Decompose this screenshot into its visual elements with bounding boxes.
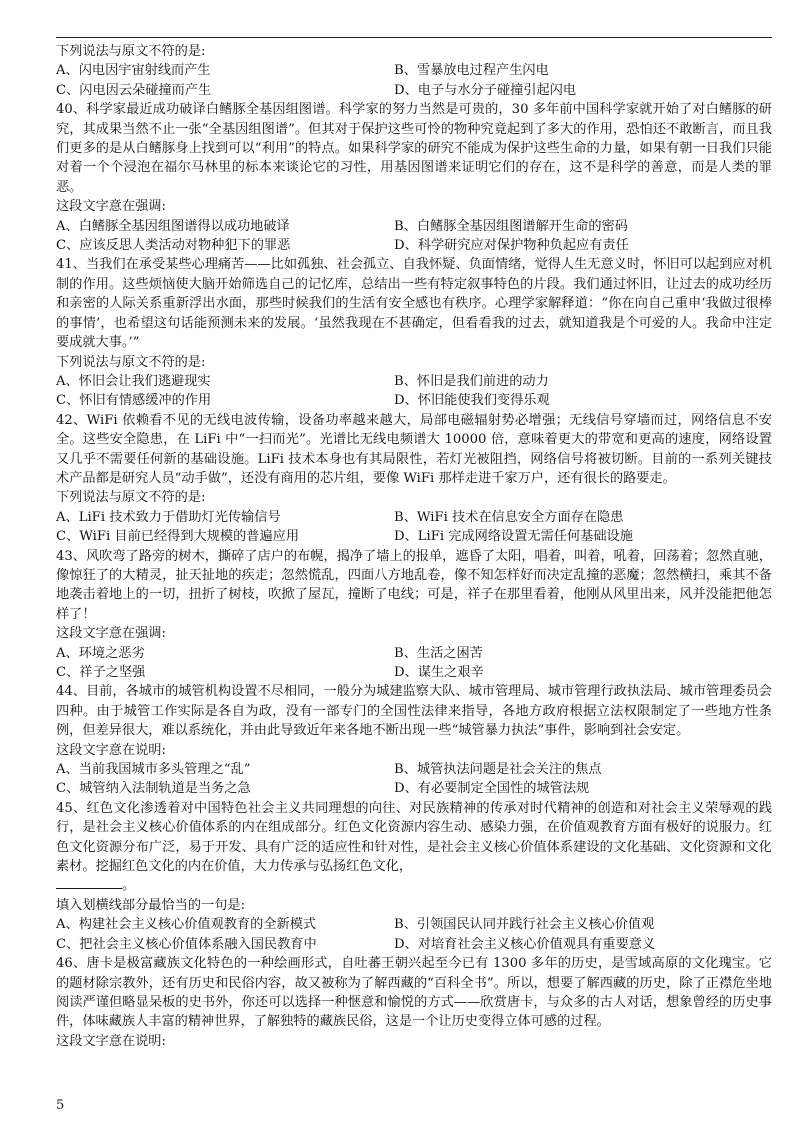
option-b: B、引领国民认同并践行社会主义核心价值观 xyxy=(394,917,655,933)
option-c: C、应该反思人类活动对物种犯下的罪恶 xyxy=(56,238,291,254)
question-45-passage: 45、红色文化渗透着对中国特色社会主义共同理想的向往、对民族精神的传承对时代精神的创造和对社会主义荣辱观的践行，是社会主义核心价值体系的内在组成部分。红色文化资源内容生动、感染力强，在价值观教育方面有极好的说服力。红色文化资源分布广泛，易于开发、具有广泛的适应性和针对性，是社会主义核心价值体系建设的文化基础、文化资源和文化素材。挖掘红色文化的内在价值，大力传承与弘扬红色文化， xyxy=(56,800,772,875)
option-d: D、科学研究应对保护物种负起应有责任 xyxy=(394,238,629,254)
options-q45 xyxy=(56,915,772,954)
option-a: A、当前我国城市多头管理之“乱” xyxy=(56,762,251,778)
question-44-passage: 44、目前，各城市的城管机构设置不尽相同，一般分为城建监察大队、城市管理局、城市管理行政执法局、城市管理委员会四种。由于城管工作实际是各自为政，没有一部专门的全国性法律来指导，各地方政府根据立法权限制定了一些地方性条例，但差异很大，难以系统化，并由此导致近年来各地不断出现一些“城管暴力执法”事件，影响到社会安定。 xyxy=(56,684,772,739)
option-b: B、生活之困苦 xyxy=(394,645,483,661)
question-prompt: 下列说法与原文不符的是: xyxy=(56,44,206,59)
option-c: C、把社会主义核心价值体系融入国民教育中 xyxy=(56,936,317,952)
fill-in-blank-line xyxy=(56,876,772,895)
option-c: C、祥子之坚强 xyxy=(56,665,146,680)
option-a: A、构建社会主义核心价值观教育的全新模式 xyxy=(56,917,317,933)
options-q39 xyxy=(56,61,772,100)
question-prompt: 这段文字意在强调: xyxy=(56,199,166,215)
question-43-passage: 43、风吹弯了路旁的树木，撕碎了店户的布幌，揭净了墙上的报单，遮昏了太阳，唱着，叫着，吼着，回荡着；忽然直驰，像惊狂了的大精灵，扯天扯地的疾走；忽然慌乱，四面八方地乱卷，像不知怎样好而决定乱撞的恶魔；忽然横扫，乘其不备地袭击着地上的一切，扭折了树枝，吹掀了屋瓦，撞断了电线；可是，祥子在那里看着，他刚从风里出来，风并没能把他怎样了！ xyxy=(56,548,772,622)
option-a: A、怀旧会让我们逃避现实 xyxy=(56,373,211,389)
options-q42 xyxy=(56,508,772,547)
question-41-passage: 41、当我们在承受某些心理痛苦——比如孤独、社会孤立、自我怀疑、负面情绪，觉得人生无意义时，怀旧可以起到应对机制的作用。这些烦恼使大脑开始筛选自己的记忆库，总结出一些有特定叙事特色的片段。我们通过怀旧，让过去的成功经历和亲密的人际关系重新浮出水面，那些时候我们的生活有安全感也有秩序。心理学家解释道：“你在向自己重申‘我做过很棒的事情’，也希望这句话能预测未来的发展。‘虽然我现在不甚确定，但看看我的过去，就知道我是个可爱的人。我命中注定要成就大事。’” xyxy=(56,257,772,351)
page-number: 5 xyxy=(56,1098,65,1113)
question-prompt: 这段文字意在强调: xyxy=(56,626,166,642)
blank-end-punct: 。 xyxy=(122,878,136,894)
option-c: C、WiFi 目前已经得到大规模的普遍应用 xyxy=(56,529,300,545)
option-d: D、LiFi 完成网络设置无需任何基础设施 xyxy=(394,529,633,545)
option-d: D、有必要制定全国性的城管法规 xyxy=(394,781,590,797)
blank-underline xyxy=(56,876,122,889)
header-rule xyxy=(56,37,772,38)
question-40-passage: 40、科学家最近成功破译白鳍豚全基因组图谱。科学家的努力当然是可贵的，30 多年前中国科学家就开始了对白鳍豚的研究，其成果当然不止一张“全基因组图谱”。但其对于保护这些可怜的物种究竟起到了多大的作用，恐怕还不敢断言，而且我们更多的是从白鳍豚身上找到可以“利用”的特点。如果科学家的研究不能成为保护这些生命的力量，如果有朝一日我们只能对着一个个浸泡在福尔马林里的标本来谈论它的习性，用基因图谱来证明它们的存在，这不是科学的善意，而是人类的罪恶。 xyxy=(56,102,772,195)
option-d: D、电子与水分子碰撞引起闪电 xyxy=(394,82,577,98)
question-prompt: 这段文字意在说明: xyxy=(56,1033,166,1049)
option-d: D、对培育社会主义核心价值观具有重要意义 xyxy=(394,936,656,952)
option-b: B、怀旧是我们前进的动力 xyxy=(394,373,549,389)
option-a: A、环境之恶劣 xyxy=(56,645,145,661)
option-b: B、WiFi 技术在信息安全方面存在隐患 xyxy=(394,509,624,525)
option-c: C、城管纳入法制轨道是当务之急 xyxy=(56,781,251,797)
option-a: A、闪电因宇宙射线而产生 xyxy=(56,63,211,79)
option-a: A、白鳍豚全基因组图谱得以成功地破译 xyxy=(56,218,290,234)
option-b: B、白鳍豚全基因组图谱解开生命的密码 xyxy=(394,218,628,234)
question-prompt: 这段文字意在说明: xyxy=(56,742,166,758)
option-c: C、怀旧有情感缓冲的作用 xyxy=(56,393,212,409)
question-prompt: 下列说法与原文不符的是: xyxy=(56,490,206,506)
options-q44 xyxy=(56,760,772,799)
option-d: D、怀旧能使我们变得乐观 xyxy=(394,393,550,409)
options-q40 xyxy=(56,217,772,256)
options-q41 xyxy=(56,372,772,411)
question-46-passage: 46、唐卡是极富藏族文化特色的一种绘画形式，自吐蕃王朝兴起至今已有 1300 多年的历史，是雪域高原的文化瑰宝。它的题材除宗教外，还有历史和民俗内容，故又被称为了解西藏的“百科全书”。所以，想要了解西藏的历史，除了正襟危坐地阅读严谨但略显呆板的史书外，你还可以选择一种惬意和愉悦的方式——欣赏唐卡，与众多的古人对话，想象曾经的历史事件，体味藏族人丰富的精神世界，了解独特的藏族民俗，这是一个让历史变得立体可感的过程。 xyxy=(56,956,772,1030)
option-c: C、闪电因云朵碰撞而产生 xyxy=(56,82,212,98)
question-prompt: 下列说法与原文不符的是: xyxy=(56,354,206,370)
option-d: D、谋生之艰辛 xyxy=(394,665,484,680)
option-a: A、LiFi 技术致力于借助灯光传输信号 xyxy=(56,509,281,525)
option-b: B、城管执法问题是社会关注的焦点 xyxy=(394,762,602,778)
option-b: B、雪暴放电过程产生闪电 xyxy=(394,63,549,79)
question-prompt: 填入划横线部分最恰当的一句是: xyxy=(56,897,246,913)
options-q43 xyxy=(56,644,772,683)
question-42-passage: 42、WiFi 依赖看不见的无线电波传输，设备功率越来越大，局部电磁辐射势必增强；无线信号穿墙而过，网络信息不安全。这些安全隐患，在 LiFi 中“一扫而光”。光谱比无线电频谱大 10000 倍，意味着更大的带宽和更高的速度，网络设置又几乎不需要任何新的基础设施。LiFi 技术本身也有其局限性，若灯光被阻挡，网络信号将被切断。目前的一系列关键技术产品都是研究人员“动手做”，还没有商用的芯片组，要像 WiFi 那样走进千家万户，还有很长的路要走。 xyxy=(56,412,772,486)
page-content xyxy=(56,42,772,1051)
